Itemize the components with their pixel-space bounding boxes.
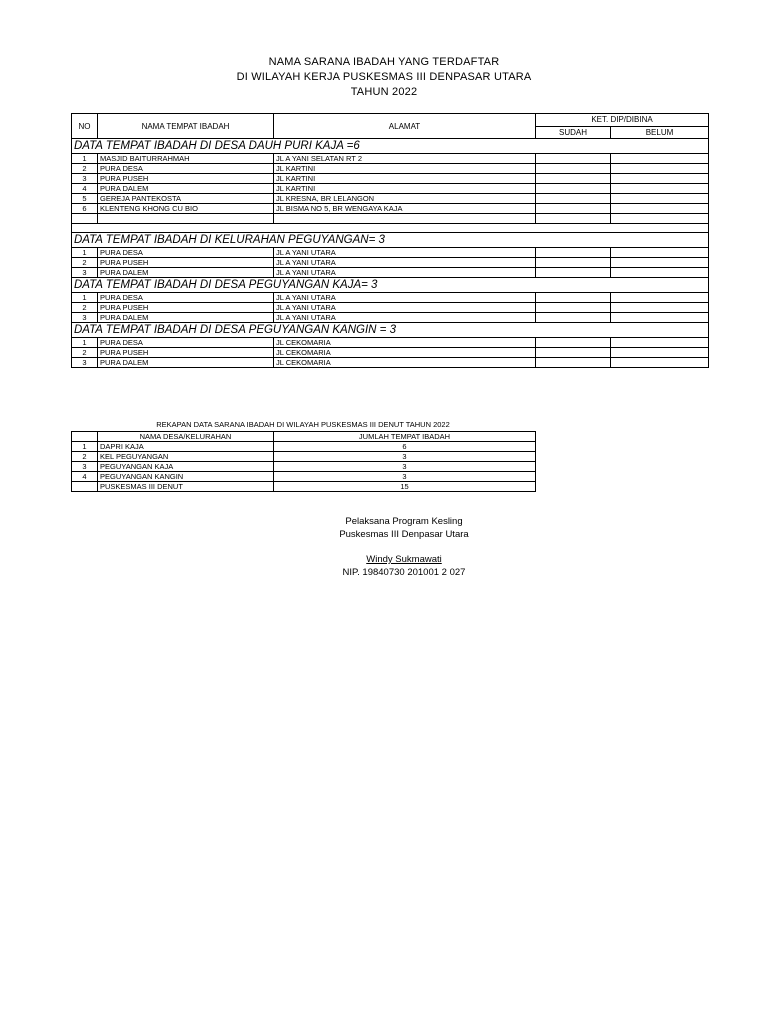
cell-alamat: JL CEKOMARIA (274, 348, 536, 358)
cell-nama: PURA PUSEH (98, 174, 274, 184)
cell-alamat: JL A YANI UTARA (274, 258, 536, 268)
cell-belum (611, 204, 709, 214)
table-row (72, 303, 709, 313)
cell-nama: PURA DALEM (98, 313, 274, 323)
table-row (72, 204, 709, 214)
header-nama: NAMA TEMPAT IBADAH (98, 114, 274, 139)
cell-empty (72, 214, 98, 224)
cell-belum (611, 358, 709, 368)
rekap-cell-no: 2 (72, 452, 98, 462)
cell-no: 5 (72, 194, 98, 204)
cell-belum (611, 313, 709, 323)
table-row (72, 442, 536, 452)
cell-alamat: JL A YANI UTARA (274, 313, 536, 323)
cell-nama: PURA DESA (98, 338, 274, 348)
rekap-total-row (72, 482, 536, 492)
cell-alamat: JL A YANI UTARA (274, 293, 536, 303)
doc-title-line3: TAHUN 2022 (350, 86, 418, 98)
section-title-row (72, 233, 709, 248)
cell-sudah (536, 303, 611, 313)
cell-no: 3 (72, 268, 98, 278)
signature-org: Puskesmas III Denpasar Utara (339, 529, 469, 540)
cell-alamat: JL KARTINI (274, 174, 536, 184)
rekap-cell-jumlah: 3 (274, 452, 536, 462)
signature-nip: NIP. 19840730 201001 2 027 (342, 567, 466, 578)
cell-belum (611, 348, 709, 358)
cell-belum (611, 258, 709, 268)
section-title-row (72, 323, 709, 338)
table-row (72, 462, 536, 472)
cell-sudah (536, 348, 611, 358)
rekap-table (71, 431, 536, 492)
cell-sudah (536, 164, 611, 174)
cell-sudah (536, 174, 611, 184)
cell-belum (611, 184, 709, 194)
cell-belum (611, 248, 709, 258)
cell-nama: PURA DESA (98, 293, 274, 303)
doc-title-line2: DI WILAYAH KERJA PUSKESMAS III DENPASAR UTARA (236, 71, 532, 83)
header-belum: BELUM (611, 126, 709, 139)
rekap-header-nama: NAMA DESA/KELURAHAN (98, 432, 274, 442)
rekap-cell-nama: KEL PEGUYANGAN (98, 452, 274, 462)
cell-nama: PURA DALEM (98, 184, 274, 194)
cell-sudah (536, 358, 611, 368)
rekap-cell-jumlah: 3 (274, 462, 536, 472)
rekap-cell-no: 4 (72, 472, 98, 482)
cell-belum (611, 154, 709, 164)
rekap-cell-no: 1 (72, 442, 98, 452)
rekap-title: REKAPAN DATA SARANA IBADAH DI WILAYAH PUSKESMAS III DENUT TAHUN 2022 (156, 420, 450, 429)
rekap-cell-jumlah: 3 (274, 472, 536, 482)
cell-nama: KLENTENG KHONG CU BIO (98, 204, 274, 214)
cell-sudah (536, 194, 611, 204)
table-row (72, 258, 709, 268)
cell-alamat: JL KRESNA, BR LELANGON (274, 194, 536, 204)
cell-nama: MASJID BAITURRAHMAH (98, 154, 274, 164)
table-row (72, 154, 709, 164)
rekap-cell-jumlah: 6 (274, 442, 536, 452)
rekap-total-no (72, 482, 98, 492)
cell-sudah (536, 154, 611, 164)
cell-no: 3 (72, 174, 98, 184)
table-row-empty (72, 214, 709, 224)
rekap-cell-nama: PEGUYANGAN KAJA (98, 462, 274, 472)
cell-sudah (536, 184, 611, 194)
cell-sudah (536, 204, 611, 214)
cell-no: 2 (72, 303, 98, 313)
table-header-row (72, 114, 709, 127)
rekap-cell-nama: DAPRI KAJA (98, 442, 274, 452)
table-row (72, 164, 709, 174)
cell-no: 2 (72, 164, 98, 174)
table-row (72, 313, 709, 323)
cell-alamat: JL CEKOMARIA (274, 358, 536, 368)
cell-alamat: JL A YANI UTARA (274, 303, 536, 313)
cell-no: 1 (72, 338, 98, 348)
cell-no: 2 (72, 258, 98, 268)
rekap-cell-nama: PEGUYANGAN KANGIN (98, 472, 274, 482)
section-title: DATA TEMPAT IBADAH DI DESA DAUH PURI KAJA =6 (72, 139, 709, 154)
cell-no: 6 (72, 204, 98, 214)
table-row-spacer (72, 224, 709, 233)
cell-empty (274, 214, 536, 224)
cell-empty (536, 214, 611, 224)
cell-alamat: JL BISMA NO 5, BR WENGAYA KAJA (274, 204, 536, 214)
header-sudah: SUDAH (536, 126, 611, 139)
table-row (72, 338, 709, 348)
table-row (72, 293, 709, 303)
worship-places-table (71, 113, 709, 368)
rekap-header-row (72, 432, 536, 442)
cell-nama: PURA PUSEH (98, 303, 274, 313)
table-row (72, 268, 709, 278)
table-row (72, 348, 709, 358)
cell-belum (611, 268, 709, 278)
cell-nama: PURA DESA (98, 164, 274, 174)
cell-nama: PURA DALEM (98, 358, 274, 368)
section-title: DATA TEMPAT IBADAH DI DESA PEGUYANGAN KAJA= 3 (72, 278, 709, 293)
cell-empty (611, 214, 709, 224)
cell-nama: PURA DESA (98, 248, 274, 258)
cell-no: 1 (72, 293, 98, 303)
table-row (72, 472, 536, 482)
cell-belum (611, 293, 709, 303)
cell-alamat: JL KARTINI (274, 184, 536, 194)
cell-nama: PURA PUSEH (98, 348, 274, 358)
table-row (72, 452, 536, 462)
rekap-header-jumlah: JUMLAH TEMPAT IBADAH (274, 432, 536, 442)
table-row (72, 174, 709, 184)
cell-alamat: JL A YANI SELATAN RT 2 (274, 154, 536, 164)
cell-no: 2 (72, 348, 98, 358)
rekap-total-value: 15 (274, 482, 536, 492)
doc-title-line1: NAMA SARANA IBADAH YANG TERDAFTAR (268, 56, 500, 68)
cell-no: 1 (72, 154, 98, 164)
rekap-total-label: PUSKESMAS III DENUT (98, 482, 274, 492)
header-alamat: ALAMAT (274, 114, 536, 139)
table-row (72, 194, 709, 204)
signature-name: Windy Sukmawati (366, 554, 442, 565)
cell-empty (98, 214, 274, 224)
cell-belum (611, 164, 709, 174)
cell-sudah (536, 293, 611, 303)
cell-sudah (536, 268, 611, 278)
cell-alamat: JL A YANI UTARA (274, 268, 536, 278)
cell-belum (611, 338, 709, 348)
cell-sudah (536, 338, 611, 348)
cell-belum (611, 303, 709, 313)
table-row (72, 184, 709, 194)
cell-spacer (72, 224, 709, 233)
cell-sudah (536, 313, 611, 323)
cell-sudah (536, 248, 611, 258)
cell-no: 3 (72, 358, 98, 368)
cell-nama: PURA PUSEH (98, 258, 274, 268)
section-title-row (72, 278, 709, 293)
rekap-header-no (72, 432, 98, 442)
cell-no: 3 (72, 313, 98, 323)
cell-nama: PURA DALEM (98, 268, 274, 278)
cell-no: 1 (72, 248, 98, 258)
cell-alamat: JL KARTINI (274, 164, 536, 174)
cell-belum (611, 194, 709, 204)
header-ket: KET. DIP/DIBINA (536, 114, 709, 127)
table-row (72, 358, 709, 368)
rekap-cell-no: 3 (72, 462, 98, 472)
cell-alamat: JL A YANI UTARA (274, 248, 536, 258)
cell-sudah (536, 258, 611, 268)
section-title-row (72, 139, 709, 154)
cell-no: 4 (72, 184, 98, 194)
cell-nama: GEREJA PANTEKOSTA (98, 194, 274, 204)
section-title: DATA TEMPAT IBADAH DI KELURAHAN PEGUYANGAN= 3 (72, 233, 709, 248)
table-row (72, 248, 709, 258)
cell-belum (611, 174, 709, 184)
section-title: DATA TEMPAT IBADAH DI DESA PEGUYANGAN KANGIN = 3 (72, 323, 709, 338)
signature-role: Pelaksana Program Kesling (345, 516, 463, 527)
signature-name-wrap (254, 554, 554, 565)
cell-alamat: JL CEKOMARIA (274, 338, 536, 348)
header-no: NO (72, 114, 98, 139)
